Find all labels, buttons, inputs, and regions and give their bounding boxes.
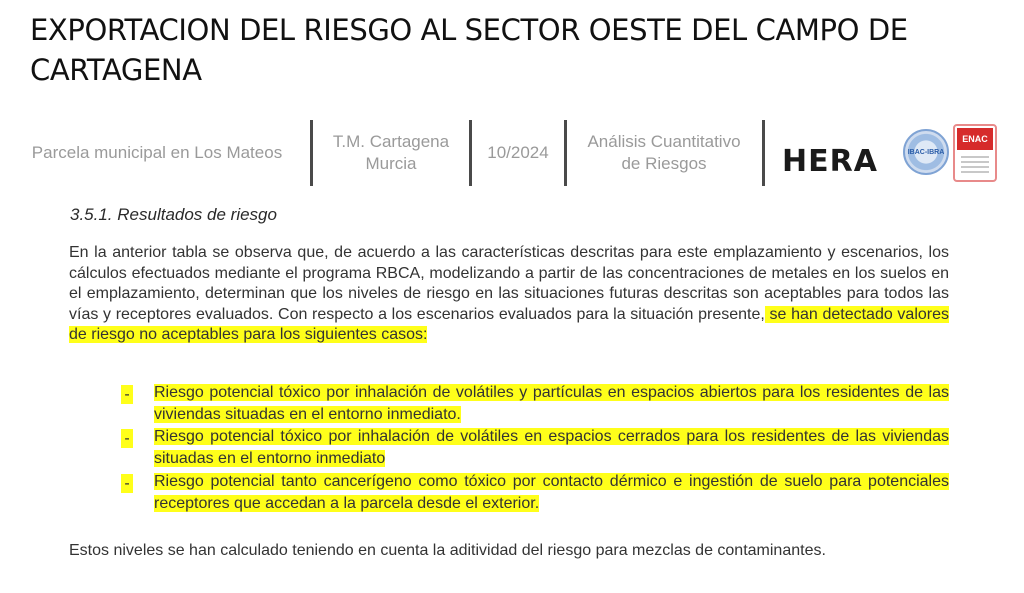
bullet-marker: - [121, 385, 133, 404]
paragraph-additivity: Estos niveles se han calculado teniendo en cuenta la aditividad del riesgo para mezclas de contaminantes. [69, 542, 826, 559]
header-study-line1: Análisis Cuantitativo [587, 132, 741, 151]
paragraph-results [69, 243, 949, 346]
header-date [474, 118, 562, 188]
header-location-text: Parcela municipal en Los Mateos [31, 143, 283, 162]
header-divider [469, 120, 472, 186]
header-divider [310, 120, 313, 186]
paragraph-results-text: En la anterior tabla se observa que, de acuerdo a las características descritas para este emplazamiento y escenarios, los cálculos efectuados mediante el programa RBCA, modelizando a partir de las concentraciones de metales en los suelos en el emplazamiento, determinan que los niveles de riesgo en las situaciones futuras descritas son aceptables para todos las vías y receptores evaluados. Con respecto a los escenarios evaluados para la situación presente, [69, 244, 949, 323]
list-item-text: Riesgo potencial tóxico por inhalación de volátiles y partículas en espacios abiertos para los residentes de las viviendas situadas en el entorno inmediato. [154, 384, 949, 423]
bullet-marker: - [121, 429, 133, 448]
bullet-marker: - [121, 474, 133, 493]
section-heading: 3.5.1. Resultados de riesgo [70, 205, 277, 224]
header-divider [762, 120, 765, 186]
enac-seal-lines [961, 156, 989, 176]
enac-seal-icon [953, 124, 997, 182]
header-study [568, 118, 760, 188]
list-item-text: Riesgo potencial tóxico por inhalación de volátiles en espacios cerrados para los residentes de las viviendas situadas en el entorno inmediato [154, 428, 949, 467]
page-title: EXPORTACION DEL RIESGO AL SECTOR OESTE DEL CAMPO DE CARTAGENA [30, 13, 908, 87]
highlighted-text: se han detectado valores de riesgo no aceptables para los siguientes casos: [69, 305, 950, 344]
hera-logo: HERA [782, 144, 878, 179]
enac-seal-text: ENAC [957, 128, 993, 150]
header-study-line2: de Riesgos [621, 154, 707, 173]
header-municipality-line2: Murcia [365, 154, 417, 173]
list-item [154, 471, 949, 514]
list-item [154, 426, 949, 469]
header-divider [564, 120, 567, 186]
list-item-text: Riesgo potencial tanto cancerígeno como tóxico por contacto dérmico e ingestión de suelo para potenciales receptores que accedan a la parcela desde el exterior. [154, 473, 949, 512]
header-date-text: 10/2024 [487, 143, 549, 162]
header-municipality-line1: T.M. Cartagena [332, 132, 450, 151]
seal-blue-text: IBAC-IBRA [907, 148, 945, 156]
list-item [154, 382, 949, 425]
accreditation-seal-icon [903, 129, 949, 175]
header-location [10, 118, 304, 188]
header-municipality [315, 118, 467, 188]
